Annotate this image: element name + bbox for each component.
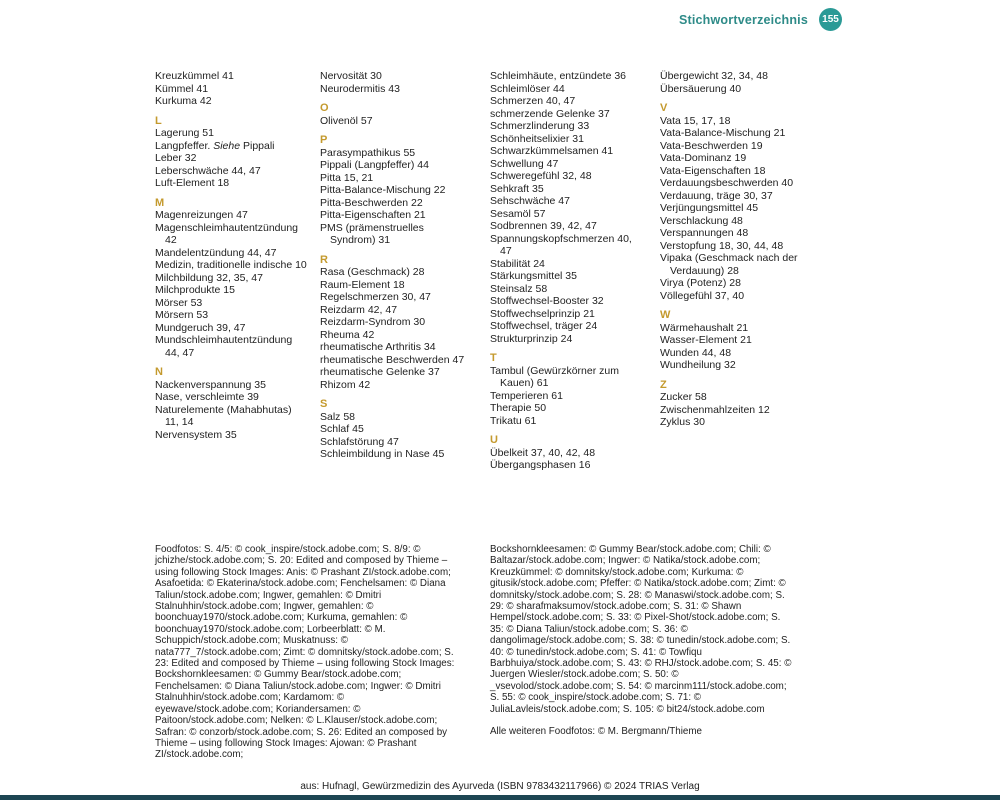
index-entry: Pippali (Langpfeffer) 44 bbox=[320, 159, 429, 171]
index-entry: Schmerzlinderung 33 bbox=[490, 120, 590, 132]
index-entry: Stärkungsmittel 35 bbox=[490, 270, 577, 282]
letter-heading: L bbox=[155, 114, 162, 127]
letter-heading: S bbox=[320, 398, 328, 410]
page-number-badge: 155 bbox=[819, 8, 842, 31]
index-entry: Vata 15, 17, 18 bbox=[660, 114, 731, 127]
index-entry: Rasa (Geschmack) 28 bbox=[320, 266, 425, 278]
index-column bbox=[490, 70, 642, 472]
index-entry: Zucker 58 bbox=[660, 391, 707, 403]
index-entry: rheumatische Arthritis 34 bbox=[320, 341, 436, 353]
index-entry: Leber 32 bbox=[155, 152, 197, 164]
index-entry: Sehschwäche 47 bbox=[490, 195, 570, 207]
index-entry: Kreuzkümmel 41 bbox=[155, 70, 234, 82]
index-entry: Mörser 53 bbox=[155, 296, 203, 309]
index-entry: Magenschleimhautentzündung 42 bbox=[155, 221, 299, 246]
index-entry: Übergangsphasen 16 bbox=[490, 459, 591, 471]
index-entry: Rheuma 42 bbox=[320, 328, 375, 341]
letter-heading: V bbox=[660, 102, 668, 114]
letter-heading: M bbox=[155, 196, 165, 209]
index-column bbox=[660, 70, 806, 472]
index-entry: Regelschmerzen 30, 47 bbox=[320, 291, 431, 303]
bottom-edge-bar bbox=[0, 795, 1000, 800]
index-entry: Lagerung 51 bbox=[155, 127, 214, 139]
page-header-title: Stichwortverzeichnis bbox=[678, 12, 808, 27]
index-entry: Wasser-Element 21 bbox=[660, 334, 752, 346]
index-entry: Vata-Beschwerden 19 bbox=[660, 139, 763, 152]
credits-note: Alle weiteren Foodfotos: © M. Bergmann/Thieme bbox=[490, 726, 702, 738]
index-entry: Trikatu 61 bbox=[490, 414, 537, 427]
index-entry: Zyklus 30 bbox=[660, 416, 705, 428]
letter-heading: R bbox=[320, 253, 328, 266]
index-entry: Mörsern 53 bbox=[155, 309, 209, 321]
index-entry: Schlafstörung 47 bbox=[320, 435, 399, 448]
index-entry: Strukturprinzip 24 bbox=[490, 332, 573, 345]
index-entry: Mundgeruch 39, 47 bbox=[155, 321, 246, 334]
index-entry: Sesamöl 57 bbox=[490, 207, 546, 220]
index-entry: Schmerzen 40, 47 bbox=[490, 95, 576, 107]
index-entry: Stoffwechselprinzip 21 bbox=[490, 307, 595, 320]
index-entry: Kurkuma 42 bbox=[155, 95, 212, 107]
index-entry: Verschlackung 48 bbox=[660, 214, 743, 227]
index-entry: rheumatische Gelenke 37 bbox=[320, 366, 440, 378]
index-entry: rheumatische Beschwerden 47 bbox=[320, 353, 465, 366]
index-entry: Vata-Dominanz 19 bbox=[660, 152, 747, 164]
credits-column-left bbox=[155, 544, 461, 761]
index-entry: Virya (Potenz) 28 bbox=[660, 277, 741, 289]
index-entry: Verdauung, träge 30, 37 bbox=[660, 189, 773, 202]
index-entry: Stoffwechsel, träger 24 bbox=[490, 320, 598, 332]
letter-heading: U bbox=[490, 434, 498, 446]
index-entry: Vata-Eigenschaften 18 bbox=[660, 164, 766, 177]
index-entry: Vata-Balance-Mischung 21 bbox=[660, 127, 786, 139]
index-section bbox=[155, 70, 806, 472]
index-entry: Luft-Element 18 bbox=[155, 177, 230, 189]
index-entry: Völlegefühl 37, 40 bbox=[660, 289, 745, 302]
index-entry: Mundschleimhautentzündung 44, 47 bbox=[155, 334, 293, 359]
index-entry: Rhizom 42 bbox=[320, 378, 371, 391]
index-entry: Reizdarm-Syndrom 30 bbox=[320, 316, 426, 328]
index-entry: Schweregefühl 32, 48 bbox=[490, 170, 592, 182]
index-entry: Salz 58 bbox=[320, 410, 356, 423]
index-entry: Naturelemente (Mahabhutas) 11, 14 bbox=[155, 403, 292, 428]
index-entry: Übergewicht 32, 34, 48 bbox=[660, 70, 768, 82]
index-entry: Schwarzkümmelsamen 41 bbox=[490, 145, 614, 157]
index-entry: Verjüngungsmittel 45 bbox=[660, 202, 759, 214]
index-entry: Spannungskopfschmerzen 40, 47 bbox=[490, 232, 632, 257]
index-entry: Wunden 44, 48 bbox=[660, 346, 732, 359]
index-entry: Schönheitselixier 31 bbox=[490, 132, 584, 145]
index-entry: Langpfeffer. Siehe Pippali bbox=[155, 139, 275, 152]
index-entry: Raum-Element 18 bbox=[320, 278, 405, 291]
index-entry: Verspannungen 48 bbox=[660, 227, 749, 239]
index-entry: Milchprodukte 15 bbox=[155, 284, 235, 296]
index-entry: Pitta 15, 21 bbox=[320, 171, 374, 184]
footer-source-line: aus: Hufnagl, Gewürzmedizin des Ayurveda (ISBN 9783432117966) © 2024 TRIAS Verlag bbox=[300, 781, 700, 792]
index-entry: Sodbrennen 39, 42, 47 bbox=[490, 220, 597, 232]
index-entry: Nackenverspannung 35 bbox=[155, 378, 266, 391]
index-entry: Kümmel 41 bbox=[155, 82, 209, 95]
page-header bbox=[679, 8, 842, 31]
index-entry: Nervensystem 35 bbox=[155, 428, 237, 441]
index-entry: Pitta-Eigenschaften 21 bbox=[320, 209, 426, 221]
credits-text-left: Foodfotos: S. 4/5: © cook_inspire/stock.adobe.com; S. 8/9: © jchizhe/stock.adobe.com; S. 20: Edited and composed by Thieme – using following Stock Images: Anis: © Prashant ZI/stock.adobe.com; Asafoetida: © Ekaterina/stock.adobe.com; Fenchelsamen: © Diana Taliun/stock.adobe.com; Ingwer, gemahlen: © Dmitri Stalnuhhin/stock.adobe.com; Ingwer, gemahlen: © boonchuay1970/stock.adobe.com; Kurkuma, gemahlen: © boonchuay1970/stock.adobe.com; Lorbeerblatt: © M. Schuppich/stock.adobe.com; Muskatnuss: © nata777_7/stock.adobe.com; Zimt: © domnitsky/stock.adobe.com; S. 23: Edited and composed by Thieme – using following Stock Images: Bockshornkleesamen: © Gummy Bear/stock.adobe.com; Fenchelsamen: © Diana Taliun/stock.adobe.com; Ingwer: © Dmitri Stalnuhhin/stock.adobe.com; Kardamom: © eyewave/stock.adobe.com; Koriandersamen: © Paitoon/stock.adobe.com; Nelken: © L.Klauser/stock.adobe.com; Safran: © conzorb/stock.adobe.com; S. 26: Edited an composed by Thieme – using following Stock Images: Ajowan: © Prashant ZI/stock.adobe.com; bbox=[155, 544, 455, 761]
index-entry: Olivenöl 57 bbox=[320, 114, 373, 127]
letter-heading: W bbox=[660, 309, 671, 321]
letter-heading: T bbox=[490, 352, 497, 364]
index-entry: Vipaka (Geschmack nach der Verdauung) 28 bbox=[660, 252, 798, 277]
letter-heading: Z bbox=[660, 378, 667, 391]
credits-column-right bbox=[490, 544, 792, 761]
index-entry: Reizdarm 42, 47 bbox=[320, 303, 398, 316]
index-column bbox=[320, 70, 472, 472]
index-entry: Therapie 50 bbox=[490, 402, 547, 414]
index-entry: Pitta-Balance-Mischung 22 bbox=[320, 184, 446, 196]
index-entry: schmerzende Gelenke 37 bbox=[490, 107, 610, 120]
letter-heading: O bbox=[320, 102, 329, 114]
index-entry: Tambul (Gewürzkörner zum Kauen) 61 bbox=[490, 364, 619, 389]
index-entry: Nervosität 30 bbox=[320, 70, 382, 82]
index-entry: Schleimbildung in Nase 45 bbox=[320, 448, 445, 460]
index-entry: Stabilität 24 bbox=[490, 257, 545, 270]
credits-text-right: Bockshornkleesamen: © Gummy Bear/stock.adobe.com; Chili: © Baltazar/stock.adobe.com; Ingwer: © Natika/stock.adobe.com; Kreuzkümmel: © domnitsky/stock.adobe.com; Kurkuma: © gitusik/stock.adobe.com; Pfeffer: © Natika/stock.adobe.com; Zimt: © domnitsky/stock.adobe.com; S. 28: © Manaswi/stock.adobe.com; S. 29: © sharafmaksumov/stock.adobe.com; S. 31: © Shawn Hempel/stock.adobe.com; S. 33: © Pixel-Shot/stock.adobe.com; S. 35: © Diana Taliun/stock.adobe.com; S. 36: © dangolimage/stock.adobe.com; S. 38: © tunedin/stock.adobe.com; S. 40: © tunedin/stock.adobe.com; S. 41: © Towfiqu Barbhuiya/stock.adobe.com; S. 43: © RHJ/stock.adobe.com; S. 45: © Juergen Wiesler/stock.adobe.com; S. 50: © _vsevolod/stock.adobe.com; S. 54: © marcinm111/stock.adobe.com; S. 55: © cook_inspire/stock.adobe.com; S. 71: © JuliaLavleis/stock.adobe.com; S. 105: © bit24/stock.adobe.com bbox=[490, 544, 792, 715]
index-entry: Sehkraft 35 bbox=[490, 182, 544, 195]
index-entry: Leberschwäche 44, 47 bbox=[155, 164, 261, 177]
index-entry: Temperieren 61 bbox=[490, 389, 563, 402]
index-entry: Schleimlöser 44 bbox=[490, 82, 565, 95]
index-entry: Stoffwechsel-Booster 32 bbox=[490, 295, 604, 307]
index-entry: Schleimhäute, entzündete 36 bbox=[490, 70, 627, 82]
index-entry: Zwischenmahlzeiten 12 bbox=[660, 403, 770, 416]
index-entry: Übersäuerung 40 bbox=[660, 82, 742, 95]
index-entry: Wundheilung 32 bbox=[660, 359, 736, 371]
index-entry: Verdauungsbeschwerden 40 bbox=[660, 177, 794, 189]
index-entry: Übelkeit 37, 40, 42, 48 bbox=[490, 446, 596, 459]
index-entry: Nase, verschleimte 39 bbox=[155, 391, 259, 403]
index-column bbox=[155, 70, 307, 472]
letter-heading: P bbox=[320, 134, 328, 146]
index-entry: Schwellung 47 bbox=[490, 157, 559, 170]
index-entry: Parasympathikus 55 bbox=[320, 146, 416, 159]
index-entry: Magenreizungen 47 bbox=[155, 209, 248, 221]
letter-heading: N bbox=[155, 366, 163, 378]
index-entry: Mandelentzündung 44, 47 bbox=[155, 246, 277, 259]
index-entry: PMS (prämenstruelles Syndrom) 31 bbox=[320, 221, 424, 246]
index-entry: Schlaf 45 bbox=[320, 423, 364, 435]
photo-credits bbox=[155, 544, 792, 761]
index-entry: Verstopfung 18, 30, 44, 48 bbox=[660, 239, 784, 252]
index-entry: Neurodermitis 43 bbox=[320, 82, 400, 95]
index-entry: Pitta-Beschwerden 22 bbox=[320, 196, 423, 209]
index-entry: Milchbildung 32, 35, 47 bbox=[155, 271, 263, 284]
index-entry: Steinsalz 58 bbox=[490, 282, 548, 295]
index-entry: Medizin, traditionelle indische 10 bbox=[155, 259, 307, 271]
index-entry: Wärmehaushalt 21 bbox=[660, 321, 749, 334]
